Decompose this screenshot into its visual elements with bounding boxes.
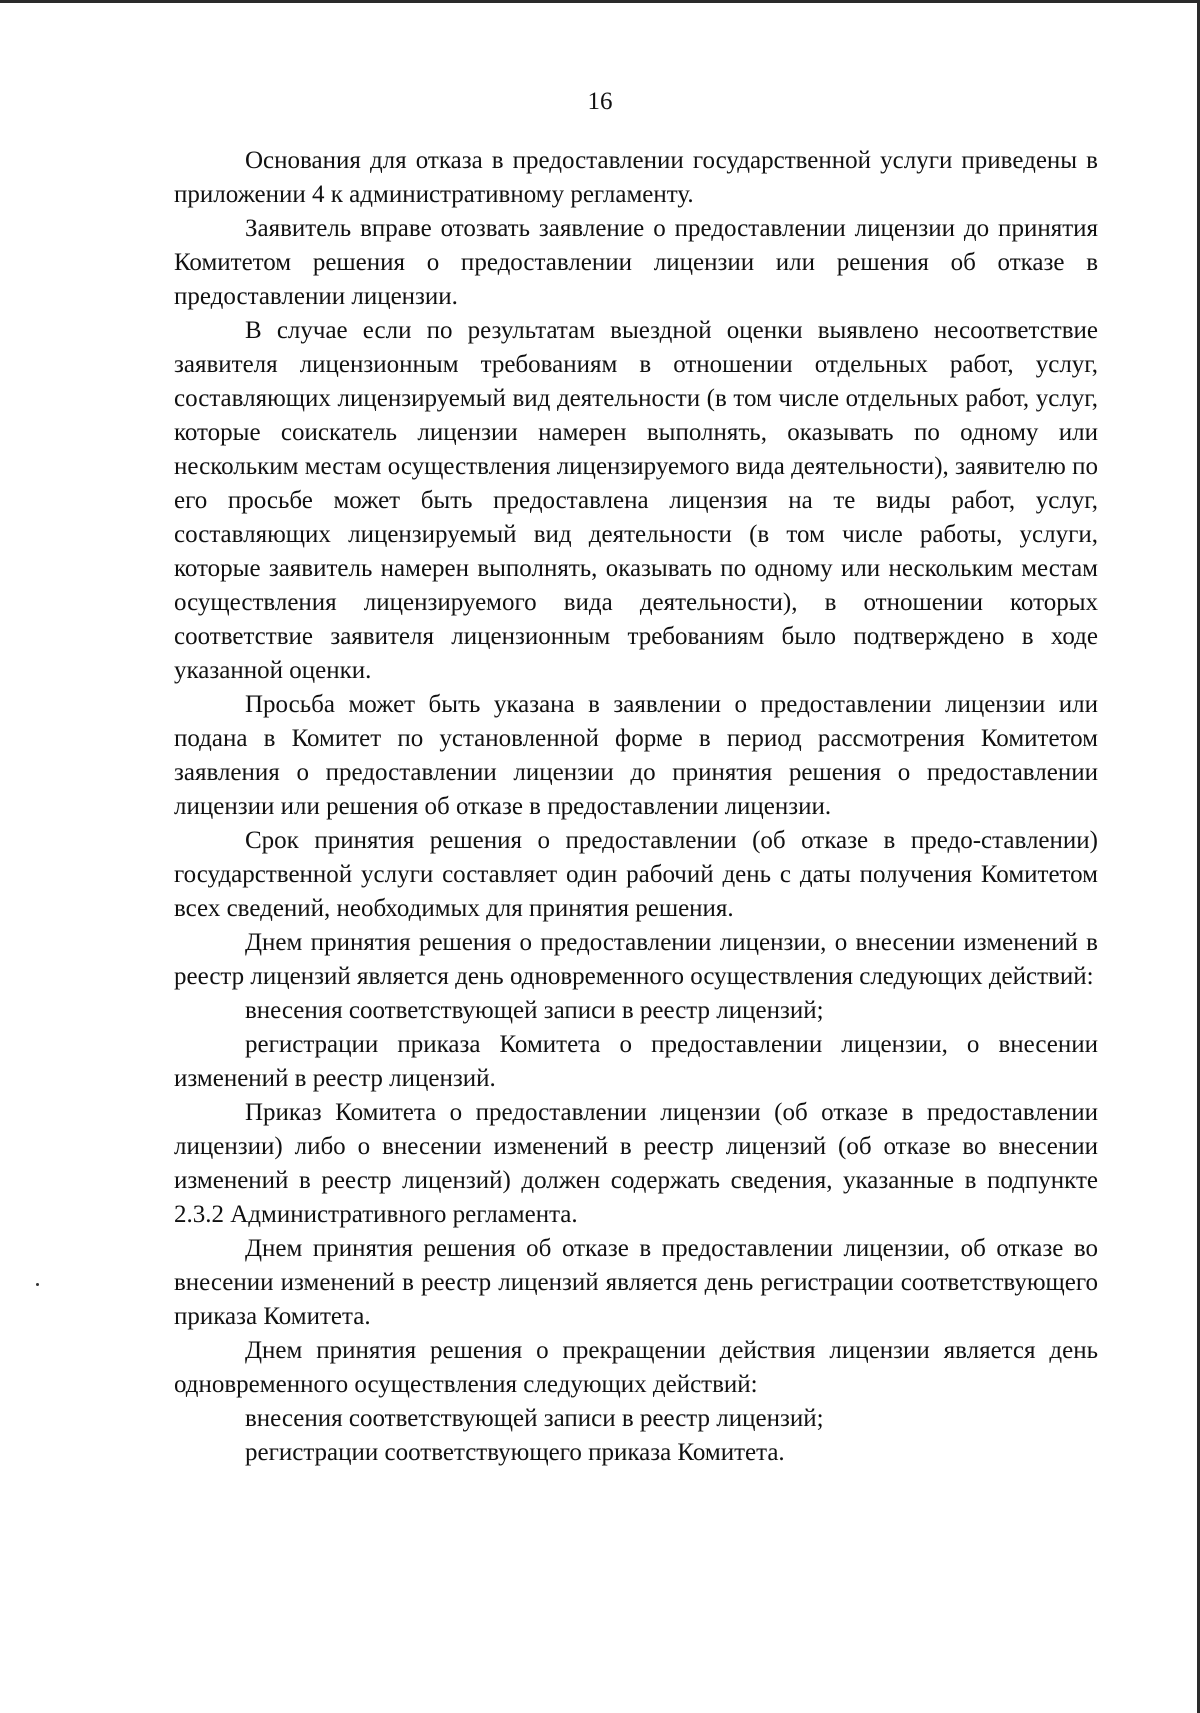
document-body: [174, 144, 1098, 1470]
paragraph-withdraw-application: Заявитель вправе отозвать заявление о предоставлении лицензии до принятия Комитетом решения о предоставлении лицензии или решения об отказе в предоставлении лицензии.: [174, 215, 1098, 310]
paragraph-termination-day: Днем принятия решения о прекращении действия лицензии является день одновременного осуществления следующих действий:: [174, 1337, 1098, 1398]
paragraph-request-submission: Просьба может быть указана в заявлении о предоставлении лицензии или подана в Комитет по установленной форме в период рассмотрения Комитетом заявления о предоставлении лицензии до принятия решения о предоставлении лицензии или решения об отказе в предоставлении лицензии.: [174, 691, 1098, 820]
list-item-termination-registry-entry: внесения соответствующей записи в реестр лицензий;: [245, 1405, 824, 1432]
paragraph-decision-term: Срок принятия решения о предоставлении (об отказе в предо-ставлении) государственной услуги составляет один рабочий день с даты получения Комитетом всех сведений, необходимых для принятия решения.: [174, 827, 1098, 922]
scan-speck: [36, 1283, 39, 1286]
list-item-termination-order-registration: регистрации соответствующего приказа Комитета.: [245, 1439, 785, 1466]
scan-border-top: [0, 0, 1200, 3]
paragraph-order-contents: Приказ Комитета о предоставлении лицензии (об отказе в предоставлении лицензии) либо о внесении изменений в реестр лицензий (об отказе во внесении изменений в реестр лицензий) должен содержать сведения, указанные в подпункте 2.3.2 Административного регламента.: [174, 1099, 1098, 1228]
paragraph-refusal-day: Днем принятия решения об отказе в предоставлении лицензии, об отказе во внесении изменений в реестр лицензий является день регистрации соответствующего приказа Комитета.: [174, 1235, 1098, 1330]
paragraph-partial-license: В случае если по результатам выездной оценки выявлено несоответствие заявителя лицензионным требованиям в отношении отдельных работ, услуг, составляющих лицензируемый вид деятельности (в том числе отдельных работ, услуг, которые соискатель лицензии намерен выполнять, оказывать по одному или нескольким местам осуществления лицензируемого вида деятельности), заявителю по его просьбе может быть предоставлена лицензия на те виды работ, услуг, составляющих лицензируемый вид деятельности (в том числе работы, услуги, которые заявитель намерен выполнять, оказывать по одному или нескольким местам осуществления лицензируемого вида деятельности), в отношении которых соответствие заявителя лицензионным требованиям было подтверждено в ходе указанной оценки.: [174, 317, 1098, 684]
list-item-order-registration: регистрации приказа Комитета о предоставлении лицензии, о внесении изменений в реестр лицензий.: [174, 1031, 1098, 1092]
paragraph-refusal-grounds: Основания для отказа в предоставлении государственной услуги приведены в приложении 4 к административному регламенту.: [174, 147, 1098, 208]
list-item-registry-entry: внесения соответствующей записи в реестр лицензий;: [245, 997, 824, 1024]
page-number: 16: [587, 88, 613, 115]
paragraph-decision-day: Днем принятия решения о предоставлении лицензии, о внесении изменений в реестр лицензий является день одновременного осуществления следующих действий:: [174, 929, 1098, 990]
